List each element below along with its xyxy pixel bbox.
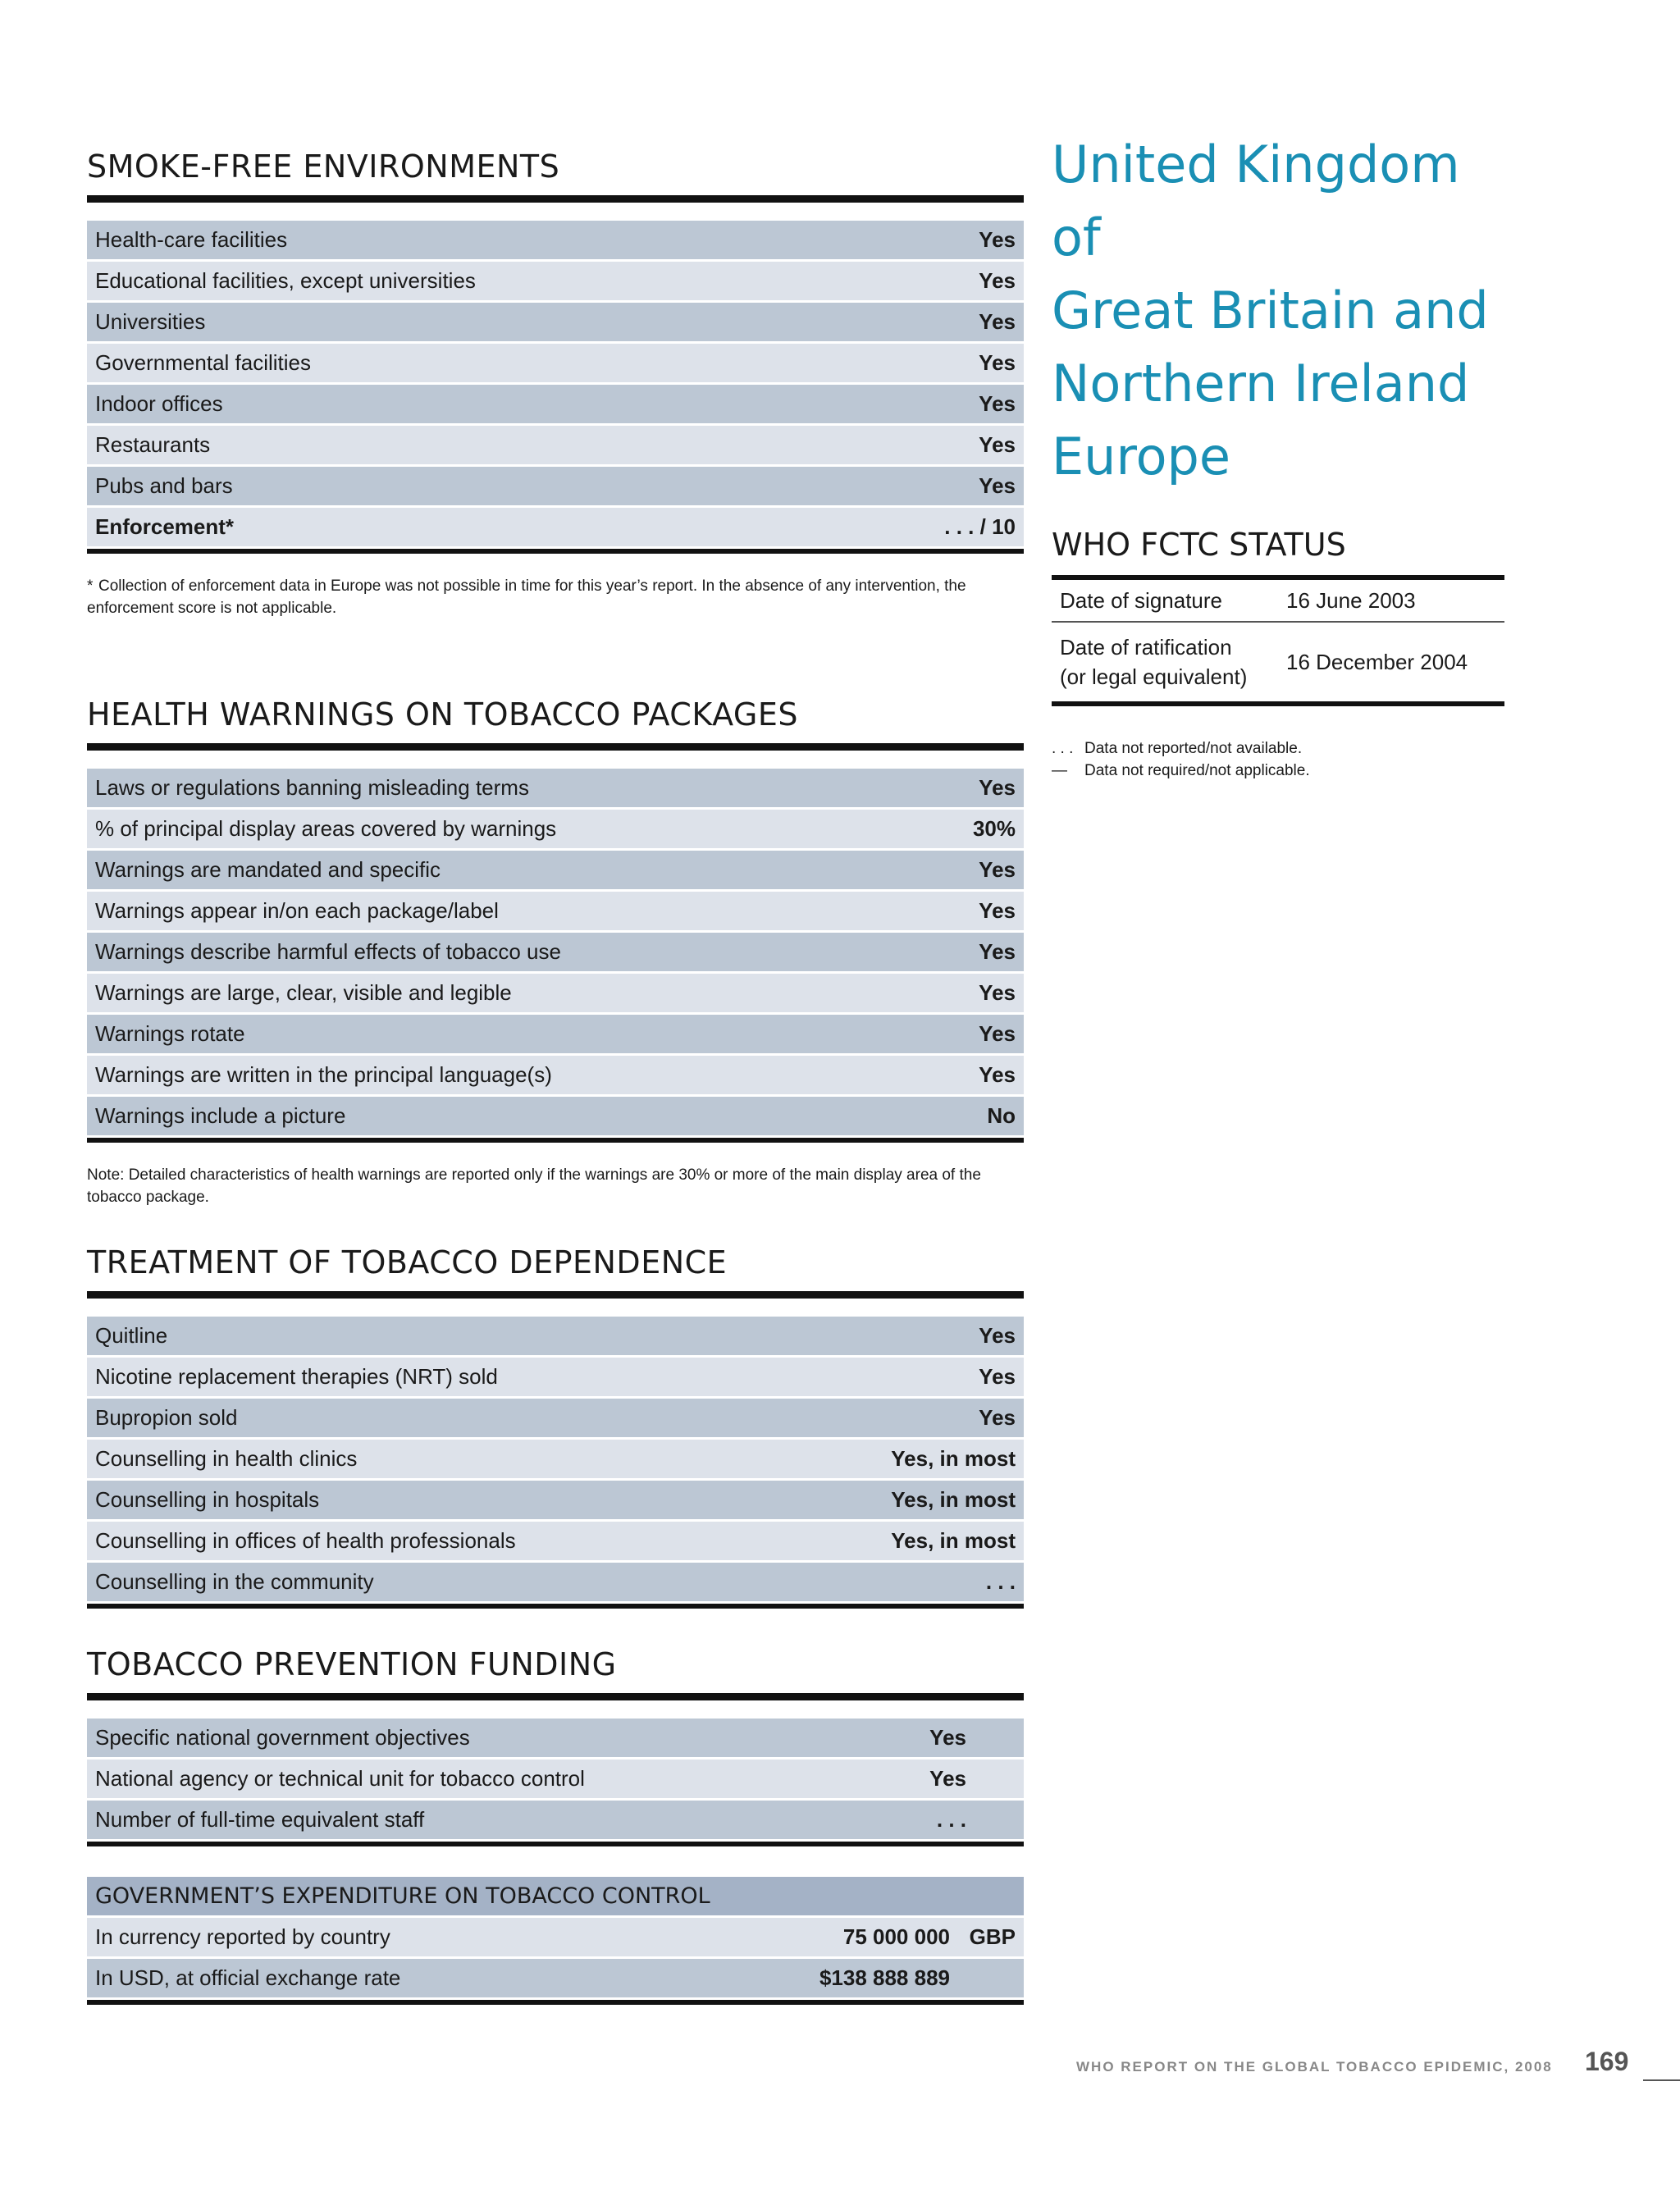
treatment-table <box>87 1317 1024 1604</box>
note: Note: Detailed characteristics of health warnings are reported only if the warnings are 30% or more of the main display area of the tobacco package. <box>87 1166 981 1206</box>
table-row: Number of full-time equivalent staff . . . <box>87 1800 1024 1841</box>
fctc-title: WHO FCTC STATUS <box>1052 526 1504 580</box>
funding-section <box>87 1646 1024 1846</box>
table-row: Bupropion sold Yes <box>87 1398 1024 1439</box>
table-row: Nicotine replacement therapies (NRT) sold Yes <box>87 1357 1024 1398</box>
page-rule <box>1643 2079 1680 2081</box>
expenditure-section <box>87 1877 1024 2005</box>
table-end-rule <box>87 1604 1024 1609</box>
legend-item: — Data not required/not applicable. <box>1052 762 1310 779</box>
table-row: Date of signature 16 June 2003 <box>1052 580 1504 622</box>
table-row: Counselling in health clinics Yes, in most <box>87 1439 1024 1480</box>
table-row: Laws or regulations banning misleading terms Yes <box>87 769 1024 809</box>
health-warnings-section <box>87 696 1024 1208</box>
smoke-free-section <box>87 148 1024 619</box>
table-row: Counselling in hospitals Yes, in most <box>87 1480 1024 1521</box>
table-row: Warnings describe harmful effects of tobacco use Yes <box>87 932 1024 973</box>
table-row: Restaurants Yes <box>87 425 1024 466</box>
footnote-marker: * <box>87 577 94 595</box>
table-row: Warnings appear in/on each package/label Yes <box>87 891 1024 932</box>
table-row: Specific national government objectives Yes <box>87 1719 1024 1759</box>
table-row: In currency reported by country 75 000 000 GBP <box>87 1917 1024 1958</box>
table-row: Educational facilities, except universities Yes <box>87 261 1024 302</box>
smoke-free-table <box>87 221 1024 549</box>
country-panel <box>1052 128 1504 782</box>
table-row: Warnings include a picture No <box>87 1096 1024 1137</box>
legend <box>1052 737 1504 782</box>
table-end-rule <box>87 549 1024 554</box>
legend-item: . . . Data not reported/not available. <box>1052 740 1303 757</box>
country-name: United Kingdom of Great Britain and Northern Ireland Europe <box>1052 128 1504 493</box>
table-row: Enforcement* . . . / 10 <box>87 507 1024 548</box>
table-end-rule <box>87 1138 1024 1143</box>
table-row: Warnings are written in the principal language(s) Yes <box>87 1055 1024 1096</box>
table-row: Warnings rotate Yes <box>87 1014 1024 1055</box>
footnote-text: Collection of enforcement data in Europe was not possible in time for this year’s report. In the absence of any intervention, the enforcement score is not applicable. <box>87 577 966 617</box>
table-row: In USD, at official exchange rate $138 888 889 <box>87 1958 1024 1999</box>
table-row: Counselling in the community . . . <box>87 1562 1024 1603</box>
footer-report-title: WHO REPORT ON THE GLOBAL TOBACCO EPIDEMIC, 2008 <box>1076 2059 1553 2075</box>
table-row: Indoor offices Yes <box>87 384 1024 425</box>
table-row: Warnings are mandated and specific Yes <box>87 850 1024 891</box>
treatment-section <box>87 1244 1024 1609</box>
section-title: TOBACCO PREVENTION FUNDING <box>87 1646 1024 1700</box>
table-row: Governmental facilities Yes <box>87 343 1024 384</box>
page-number: 169 <box>1585 2047 1629 2076</box>
table-row: Warnings are large, clear, visible and legible Yes <box>87 973 1024 1014</box>
table-row: Counselling in offices of health professionals Yes, in most <box>87 1521 1024 1562</box>
section-title: SMOKE-FREE ENVIRONMENTS <box>87 148 1024 203</box>
footnote <box>87 575 1024 619</box>
table-row: Date of ratification (or legal equivalent) 16 December 2004 <box>1052 622 1504 704</box>
table-header <box>87 1877 1024 1917</box>
table-row: Quitline Yes <box>87 1317 1024 1357</box>
table-row: Pubs and bars Yes <box>87 466 1024 507</box>
section-title: HEALTH WARNINGS ON TOBACCO PACKAGES <box>87 696 1024 751</box>
table-row: % of principal display areas covered by warnings 30% <box>87 809 1024 850</box>
table-end-rule <box>87 2000 1024 2005</box>
table-end-rule <box>87 1842 1024 1846</box>
expenditure-title: GOVERNMENT’S EXPENDITURE ON TOBACCO CONTROL <box>87 1877 1024 1917</box>
table-row: National agency or technical unit for tobacco control Yes <box>87 1759 1024 1800</box>
section-title: TREATMENT OF TOBACCO DEPENDENCE <box>87 1244 1024 1299</box>
fctc-table <box>1052 580 1504 706</box>
expenditure-table <box>87 1877 1024 2000</box>
table-row: Universities Yes <box>87 302 1024 343</box>
table-row: Health-care facilities Yes <box>87 221 1024 261</box>
health-warnings-table <box>87 769 1024 1138</box>
funding-table <box>87 1719 1024 1842</box>
region-name: Europe <box>1052 427 1231 486</box>
